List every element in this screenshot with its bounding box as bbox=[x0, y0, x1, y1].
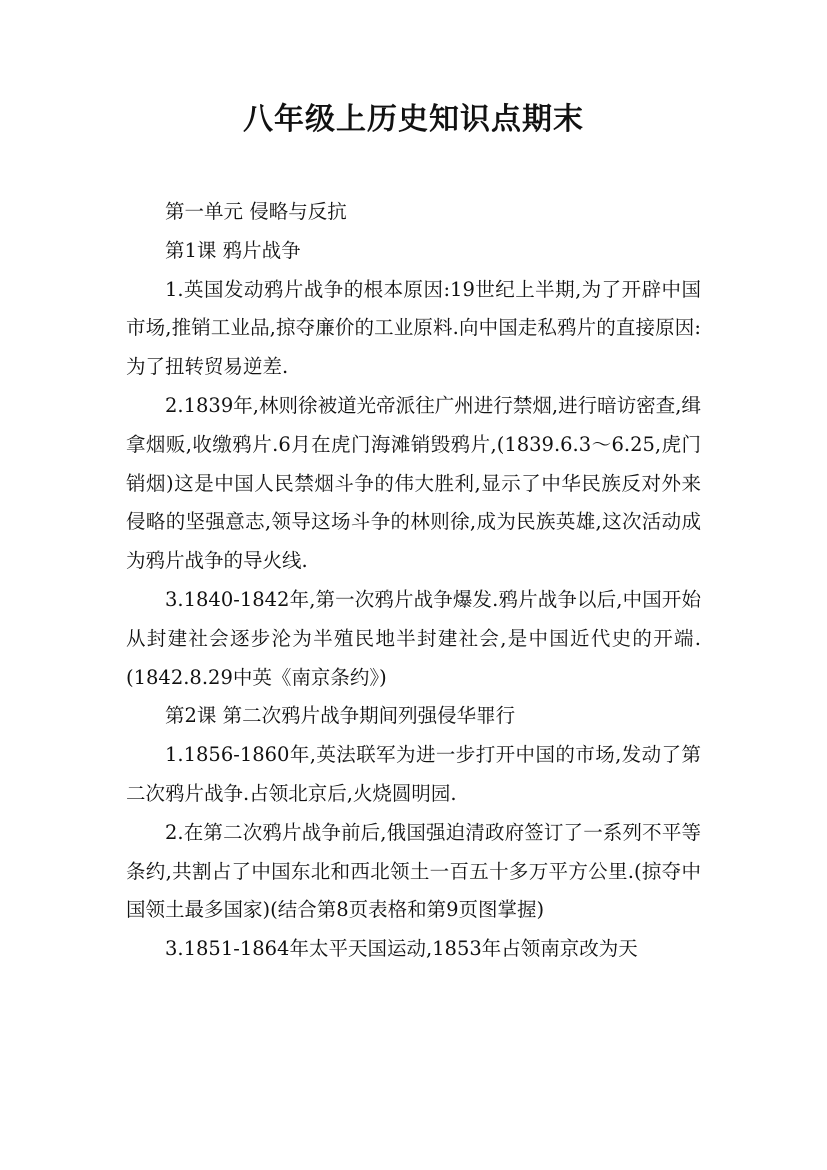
unit-heading: 第一单元 侵略与反抗 bbox=[165, 200, 347, 223]
paragraph: 1.1856-1860年,英法联军为进一步打开中国的市场,发动了第二次鸦片战争.占领北京后,火烧圆明园. bbox=[126, 743, 701, 805]
document-title: 八年级上历史知识点期末 bbox=[243, 102, 584, 137]
paragraph: 2.在第二次鸦片战争前后,俄国强迫清政府签订了一系列不平等条约,共割占了中国东北和西北领土一百五十多万平方公里.(掠夺中国领土最多国家)(结合第8页表格和第9页图掌握) bbox=[126, 820, 701, 922]
lesson-heading: 第1课 鸦片战争 bbox=[165, 238, 301, 262]
paragraph: 1.英国发动鸦片战争的根本原因:19世纪上半期,为了开辟中国市场,推销工业品,掠夺廉价的工业原料.向中国走私鸦片的直接原因:为了扭转贸易逆差. bbox=[126, 277, 701, 379]
document-body bbox=[126, 193, 701, 969]
paragraph: 3.1851-1864年太平天国运动,1853年占领南京改为天 bbox=[165, 937, 638, 961]
lesson-heading: 第2课 第二次鸦片战争期间列强侵华罪行 bbox=[165, 704, 516, 728]
paragraph: 3.1840-1842年,第一次鸦片战争爆发.鸦片战争以后,中国开始从封建社会逐步沦为半殖民地半封建社会,是中国近代史的开端.(1842.8.29中英《南京条约》) bbox=[126, 587, 701, 689]
paragraph: 2.1839年,林则徐被道光帝派往广州进行禁烟,进行暗访密查,缉拿烟贩,收缴鸦片.6月在虎门海滩销毁鸦片,(1839.6.3～6.25,虎门销烟)这是中国人民禁烟斗争的伟大胜利,显示了中华民族反对外来侵略的坚强意志,领导这场斗争的林则徐,成为民族英雄,这次活动成为鸦片战争的导火线. bbox=[126, 393, 701, 573]
